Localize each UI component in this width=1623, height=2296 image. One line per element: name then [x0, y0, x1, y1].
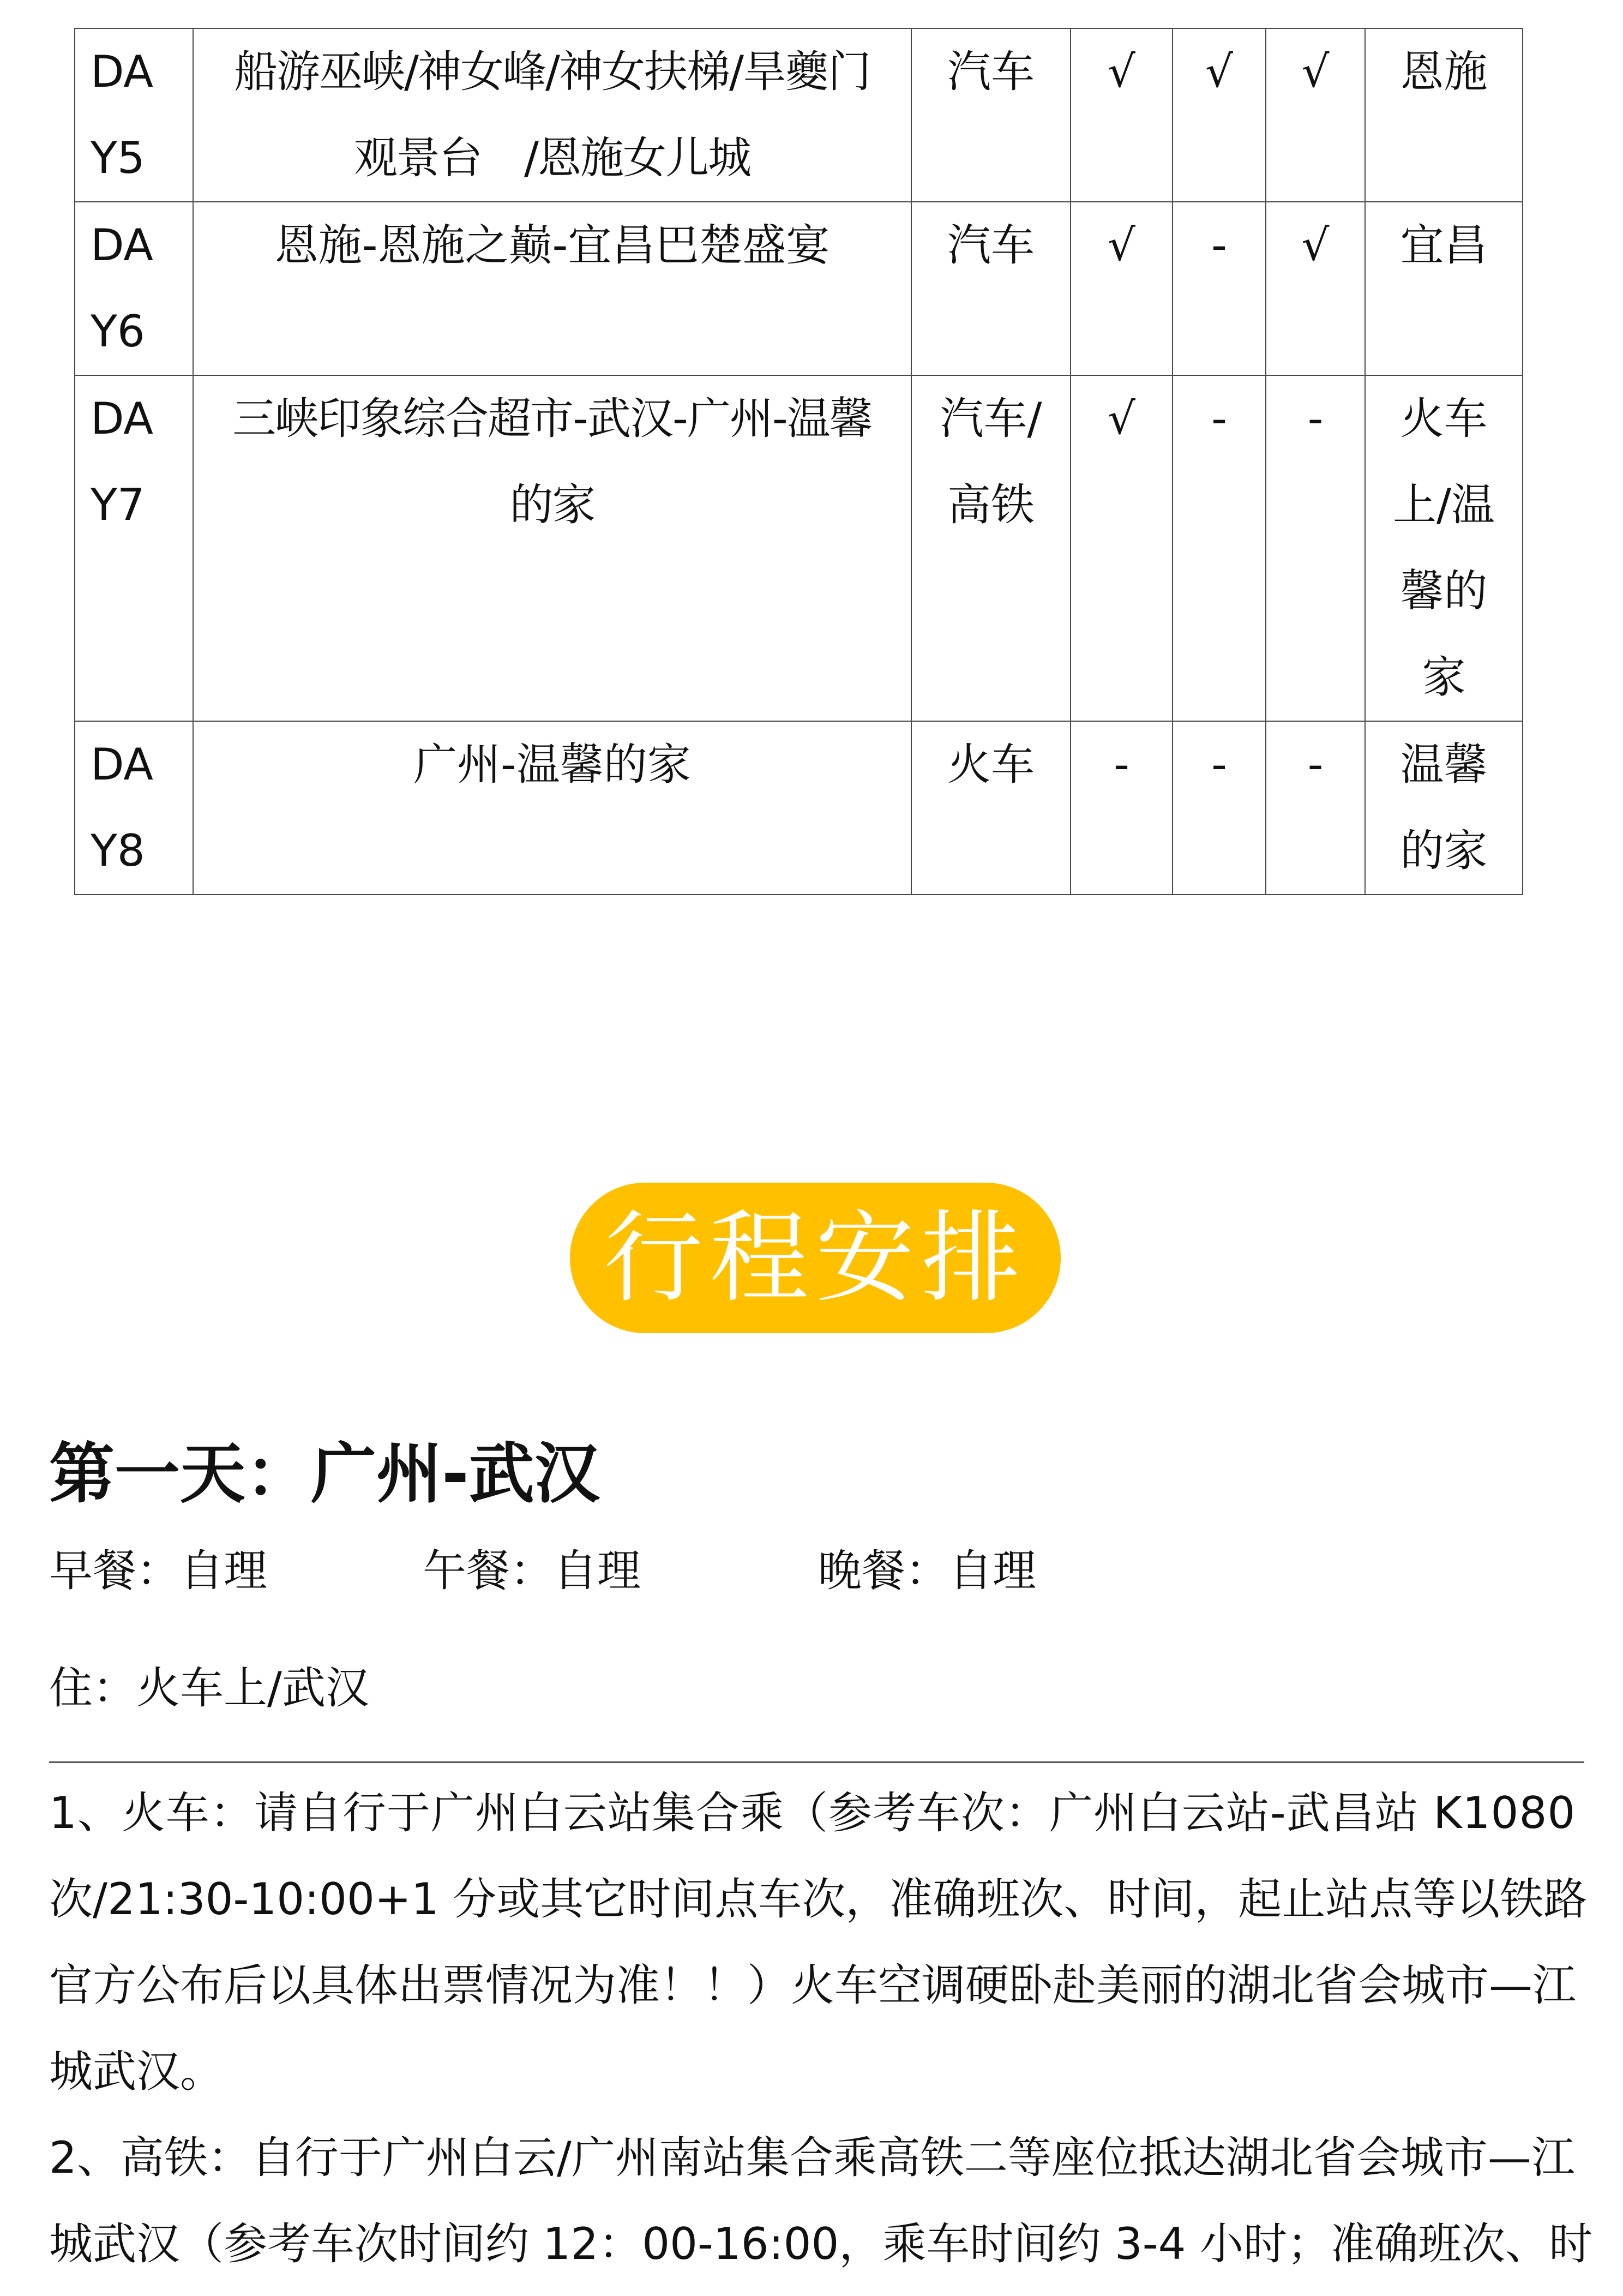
- itinerary-table: [74, 28, 1523, 895]
- lunch-cell: √: [1173, 28, 1266, 202]
- lunch-cell: -: [1173, 721, 1266, 895]
- breakfast-cell: √: [1071, 375, 1173, 721]
- day-description: [49, 1770, 1590, 2287]
- day-cell: DA Y7: [75, 375, 193, 721]
- dinner-cell: -: [1266, 375, 1365, 721]
- text-line: 城武汉。: [49, 2046, 224, 2097]
- day-cell: DA Y5: [75, 28, 193, 202]
- stay-cell: 宜昌: [1365, 202, 1523, 375]
- meal-dinner: 晚餐：自理: [818, 1545, 1036, 1596]
- transport-cell: 火车: [911, 721, 1071, 895]
- lunch-cell: -: [1173, 375, 1266, 721]
- transport-cell: 汽车: [911, 28, 1071, 202]
- table-row-day5: [75, 28, 1523, 202]
- dinner-cell: -: [1266, 721, 1365, 895]
- day-title: 第一天：广州-武汉: [49, 1436, 600, 1512]
- route-cell: 广州-温馨的家: [193, 721, 911, 895]
- paragraph-train: [49, 1770, 1590, 2115]
- text-line: 2、高铁：自行于广州白云/广州南站集合乘高铁二等座位抵达湖北省会城市—江: [49, 2132, 1575, 2183]
- stay-cell: 温馨 的家: [1365, 721, 1523, 895]
- breakfast-cell: √: [1071, 28, 1173, 202]
- table-row-day7: [75, 375, 1523, 721]
- stay-cell: 恩施: [1365, 28, 1523, 202]
- table-row-day6: [75, 202, 1523, 375]
- text-line: 城武汉（参考车次时间约 12：00-16:00，乘车时间约 3-4 小时；准确班次、时: [49, 2219, 1592, 2269]
- dinner-cell: √: [1266, 202, 1365, 375]
- day-cell: DA Y8: [75, 721, 193, 895]
- lunch-cell: -: [1173, 202, 1266, 375]
- stay-cell: 火车 上/温 馨的 家: [1365, 375, 1523, 721]
- text-line: 官方公布后以具体出票情况为准！！）火车空调硬卧赴美丽的湖北省会城市—江: [49, 1960, 1576, 2011]
- transport-cell: 汽车/ 高铁: [911, 375, 1071, 721]
- text-line: 1、火车：请自行于广州白云站集合乘（参考车次：广州白云站-武昌站 K1080: [49, 1788, 1576, 1838]
- dinner-cell: √: [1266, 28, 1365, 202]
- day-cell: DA Y6: [75, 202, 193, 375]
- transport-cell: 汽车: [911, 202, 1071, 375]
- route-cell: 三峡印象综合超市-武汉-广州-温馨 的家: [193, 375, 911, 721]
- meal-lunch: 午餐：自理: [423, 1545, 641, 1596]
- meal-breakfast: 早餐：自理: [49, 1545, 267, 1596]
- paragraph-highspeed: [49, 2115, 1590, 2287]
- accommodation-line: 住：火车上/武汉: [49, 1663, 369, 1713]
- table-row-day8: [75, 721, 1523, 895]
- section-title-badge: 行程安排: [570, 1183, 1061, 1333]
- text-line: 次/21:30-10:00+1 分或其它时间点车次，准确班次、时间，起止站点等以铁路: [49, 1874, 1588, 1925]
- breakfast-cell: -: [1071, 721, 1173, 895]
- route-cell: 船游巫峡/神女峰/神女扶梯/旱夔门 观景台 /恩施女儿城: [193, 28, 911, 202]
- breakfast-cell: √: [1071, 202, 1173, 375]
- route-cell: 恩施-恩施之巅-宜昌巴楚盛宴: [193, 202, 911, 375]
- section-divider: [49, 1761, 1584, 1763]
